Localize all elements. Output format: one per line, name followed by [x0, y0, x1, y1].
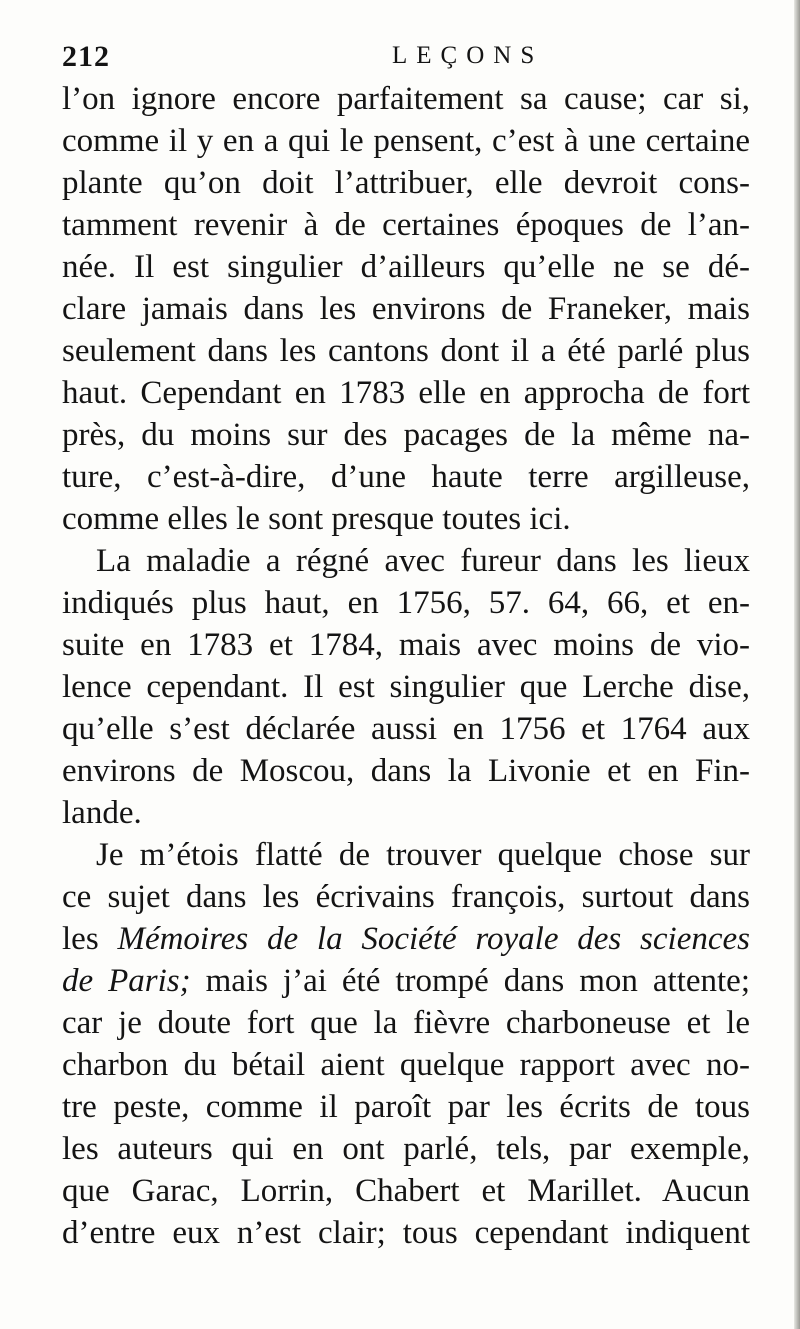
text-line: indiqués plus haut, en 1756, 57. 64, 66, et en- — [62, 585, 750, 621]
text-line: ce sujet dans les écrivains françois, surtout dans — [62, 879, 750, 915]
text-italic: Mémoires de la Société royale des sciences — [117, 921, 750, 957]
text-line: d’entre eux n’est clair; tous cependant indiquent — [62, 1215, 750, 1251]
text-line: qu’elle s’est déclarée aussi en 1756 et 1764 aux — [62, 711, 750, 747]
text-line: haut. Cependant en 1783 elle en approcha de fort — [62, 375, 750, 411]
text-line: comme il y en a qui le pensent, c’est à une certaine — [62, 123, 750, 159]
text-line: ture, c’est-à-dire, d’une haute terre argilleuse, — [62, 459, 750, 495]
page-number: 212 — [62, 40, 110, 73]
text-line: suite en 1783 et 1784, mais avec moins de vio- — [62, 627, 750, 663]
text-line: les auteurs qui en ont parlé, tels, par exemple, — [62, 1131, 750, 1167]
text-line: plante qu’on doit l’attribuer, elle devroit cons- — [62, 165, 750, 201]
text-line: seulement dans les cantons dont il a été parlé plus — [62, 333, 750, 369]
running-head: LEÇONS — [392, 42, 544, 69]
text-line: lande. — [62, 795, 142, 831]
text-line: Je m’étois flatté de trouver quelque chose sur — [96, 837, 750, 873]
text-line: l’on ignore encore parfaitement sa cause; car si, — [62, 81, 750, 117]
text-line: tamment revenir à de certaines époques de l’an- — [62, 207, 750, 243]
text-line-italic — [62, 960, 750, 1002]
text-line: La maladie a régné avec fureur dans les lieux — [96, 543, 750, 579]
text-line: charbon du bétail aient quelque rapport avec no- — [62, 1047, 750, 1083]
text-line: clare jamais dans les environs de Franeker, mais — [62, 291, 750, 327]
text-line-italic — [62, 918, 750, 960]
text-italic: de Paris; — [62, 963, 191, 999]
text-line: comme elles le sont presque toutes ici. — [62, 501, 571, 537]
text-line: lence cependant. Il est singulier que Lerche dise, — [62, 669, 750, 705]
text-line: née. Il est singulier d’ailleurs qu’elle ne se dé- — [62, 249, 750, 285]
text-line: près, du moins sur des pacages de la même na- — [62, 417, 750, 453]
text-line: car je doute fort que la fièvre charboneuse et le — [62, 1005, 750, 1041]
page-header — [62, 40, 752, 80]
text-line: que Garac, Lorrin, Chabert et Marillet. Aucun — [62, 1173, 750, 1209]
text-line: tre peste, comme il paroît par les écrits de tous — [62, 1089, 750, 1125]
body-text — [62, 78, 750, 1254]
page-edge-shadow — [794, 0, 800, 1329]
text-plain: les — [62, 921, 118, 957]
text-plain: mais j’ai été trompé dans mon attente; — [190, 963, 750, 999]
text-line: environs de Moscou, dans la Livonie et en Fin- — [62, 753, 750, 789]
